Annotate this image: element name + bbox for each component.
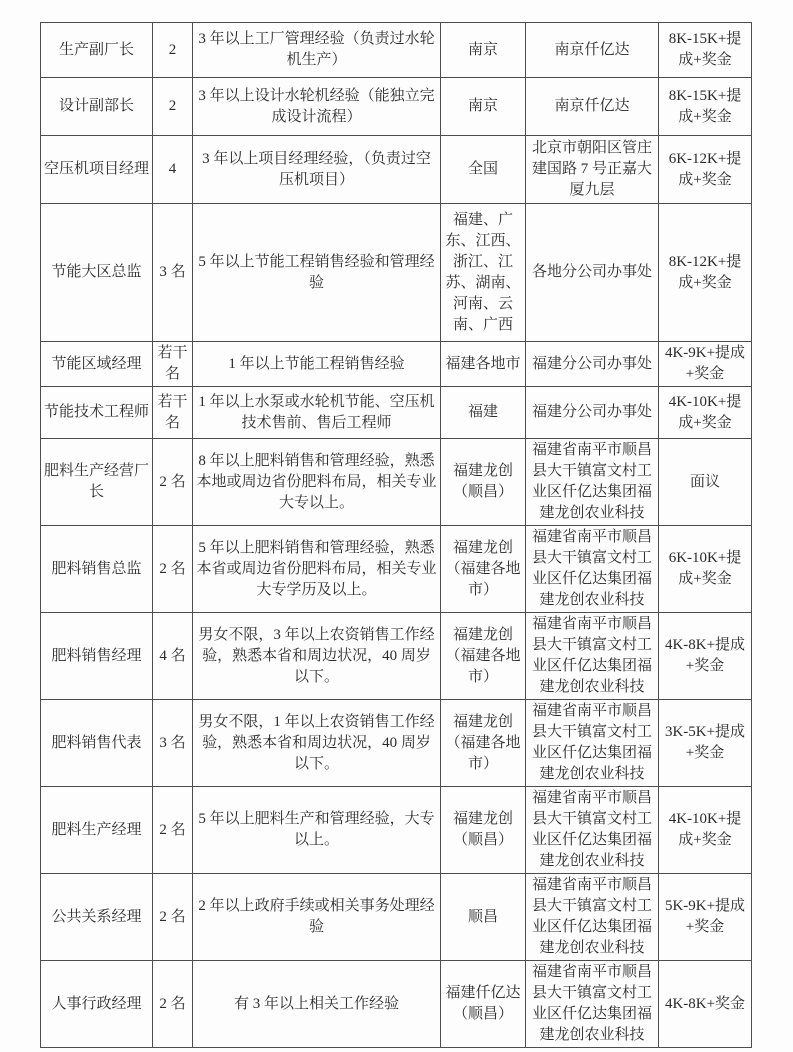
- location-cell: 福建龙创（顺昌）: [441, 787, 526, 874]
- location-cell: 南京: [441, 78, 526, 136]
- table-row: [41, 613, 752, 700]
- salary-cell: 6K-12K+提成+奖金: [659, 136, 752, 204]
- requirements-cell: 3 年以上设计水轮机经验（能独立完成设计流程）: [193, 78, 441, 136]
- requirements-cell: 男女不限，3 年以上农资销售工作经验，熟悉本省和周边状况，40 周岁以下。: [193, 613, 441, 700]
- location-cell: 福建各地市: [441, 342, 526, 387]
- position-cell: 生产副厂长: [41, 23, 153, 78]
- requirements-cell: 5 年以上肥料生产和管理经验，大专以上。: [193, 787, 441, 874]
- location-cell: 福建仟亿达（顺昌）: [441, 961, 526, 1048]
- job-recruitment-table: [40, 22, 752, 1048]
- salary-cell: 3K-5K+提成+奖金: [659, 700, 752, 787]
- address-cell: 北京市朝阳区管庄建国路 7 号正嘉大厦九层: [526, 136, 659, 204]
- requirements-cell: 5 年以上节能工程销售经验和管理经验: [193, 204, 441, 342]
- address-cell: 福建省南平市顺昌县大干镇富文村工业区仟亿达集团福建龙创农业科技: [526, 874, 659, 961]
- requirements-cell: 2 年以上政府手续或相关事务处理经验: [193, 874, 441, 961]
- position-cell: 节能技术工程师: [41, 387, 153, 439]
- table-row: [41, 526, 752, 613]
- salary-cell: 4K-9K+提成+奖金: [659, 342, 752, 387]
- position-cell: 肥料销售总监: [41, 526, 153, 613]
- headcount-cell: 2: [153, 23, 193, 78]
- headcount-cell: 2 名: [153, 439, 193, 526]
- headcount-cell: 2 名: [153, 787, 193, 874]
- location-cell: 南京: [441, 23, 526, 78]
- headcount-cell: 2 名: [153, 961, 193, 1048]
- address-cell: 福建省南平市顺昌县大干镇富文村工业区仟亿达集团福建龙创农业科技: [526, 787, 659, 874]
- table-row: [41, 23, 752, 78]
- position-cell: 肥料销售经理: [41, 613, 153, 700]
- table-row: [41, 874, 752, 961]
- headcount-cell: 4: [153, 136, 193, 204]
- requirements-cell: 3 年以上工厂管理经验（负责过水轮机生产）: [193, 23, 441, 78]
- position-cell: 肥料生产经理: [41, 787, 153, 874]
- location-cell: 福建龙创（福建各地市）: [441, 526, 526, 613]
- location-cell: 福建: [441, 387, 526, 439]
- location-cell: 福建龙创（顺昌）: [441, 439, 526, 526]
- requirements-cell: 1 年以上节能工程销售经验: [193, 342, 441, 387]
- table-row: [41, 136, 752, 204]
- requirements-cell: 男女不限，1 年以上农资销售工作经验，熟悉本省和周边状况，40 周岁以下。: [193, 700, 441, 787]
- address-cell: 福建省南平市顺昌县大干镇富文村工业区仟亿达集团福建龙创农业科技: [526, 700, 659, 787]
- position-cell: 人事行政经理: [41, 961, 153, 1048]
- salary-cell: 8K-12K+提成+奖金: [659, 204, 752, 342]
- headcount-cell: 2: [153, 78, 193, 136]
- address-cell: 福建省南平市顺昌县大干镇富文村工业区仟亿达集团福建龙创农业科技: [526, 613, 659, 700]
- table-row: [41, 387, 752, 439]
- salary-cell: 4K-10K+提成+奖金: [659, 787, 752, 874]
- location-cell: 福建、广东、江西、浙江、江苏、湖南、河南、云南、广西: [441, 204, 526, 342]
- headcount-cell: 2 名: [153, 874, 193, 961]
- headcount-cell: 若干名: [153, 387, 193, 439]
- table-row: [41, 78, 752, 136]
- salary-cell: 8K-15K+提成+奖金: [659, 78, 752, 136]
- table-row: [41, 700, 752, 787]
- table-row: [41, 787, 752, 874]
- table-row: [41, 204, 752, 342]
- requirements-cell: 1 年以上水泵或水轮机节能、空压机技术售前、售后工程师: [193, 387, 441, 439]
- requirements-cell: 8 年以上肥料销售和管理经验，熟悉本地或周边省份肥料布局，相关专业大专以上。: [193, 439, 441, 526]
- headcount-cell: 若干名: [153, 342, 193, 387]
- headcount-cell: 4 名: [153, 613, 193, 700]
- salary-cell: 5K-9K+提成+奖金: [659, 874, 752, 961]
- position-cell: 肥料生产经营厂长: [41, 439, 153, 526]
- headcount-cell: 3 名: [153, 700, 193, 787]
- address-cell: 福建省南平市顺昌县大干镇富文村工业区仟亿达集团福建龙创农业科技: [526, 961, 659, 1048]
- position-cell: 公共关系经理: [41, 874, 153, 961]
- position-cell: 节能区域经理: [41, 342, 153, 387]
- address-cell: 福建分公司办事处: [526, 342, 659, 387]
- salary-cell: 6K-10K+提成+奖金: [659, 526, 752, 613]
- table-row: [41, 961, 752, 1048]
- position-cell: 设计副部长: [41, 78, 153, 136]
- salary-cell: 4K-8K+奖金: [659, 961, 752, 1048]
- address-cell: 南京仟亿达: [526, 78, 659, 136]
- position-cell: 节能大区总监: [41, 204, 153, 342]
- position-cell: 肥料销售代表: [41, 700, 153, 787]
- requirements-cell: 3 年以上项目经理经验，（负责过空压机项目）: [193, 136, 441, 204]
- location-cell: 福建龙创（福建各地市）: [441, 700, 526, 787]
- location-cell: 全国: [441, 136, 526, 204]
- address-cell: 福建省南平市顺昌县大干镇富文村工业区仟亿达集团福建龙创农业科技: [526, 526, 659, 613]
- address-cell: 福建省南平市顺昌县大干镇富文村工业区仟亿达集团福建龙创农业科技: [526, 439, 659, 526]
- headcount-cell: 3 名: [153, 204, 193, 342]
- salary-cell: 4K-8K+提成+奖金: [659, 613, 752, 700]
- table-row: [41, 439, 752, 526]
- requirements-cell: 5 年以上肥料销售和管理经验，熟悉本省或周边省份肥料布局，相关专业大专学历及以上。: [193, 526, 441, 613]
- address-cell: 南京仟亿达: [526, 23, 659, 78]
- location-cell: 福建龙创（福建各地市）: [441, 613, 526, 700]
- position-cell: 空压机项目经理: [41, 136, 153, 204]
- salary-cell: 8K-15K+提成+奖金: [659, 23, 752, 78]
- address-cell: 福建分公司办事处: [526, 387, 659, 439]
- headcount-cell: 2 名: [153, 526, 193, 613]
- salary-cell: 4K-10K+提成+奖金: [659, 387, 752, 439]
- job-table-body: [41, 23, 752, 1048]
- address-cell: 各地分公司办事处: [526, 204, 659, 342]
- salary-cell: 面议: [659, 439, 752, 526]
- requirements-cell: 有 3 年以上相关工作经验: [193, 961, 441, 1048]
- table-row: [41, 342, 752, 387]
- location-cell: 顺昌: [441, 874, 526, 961]
